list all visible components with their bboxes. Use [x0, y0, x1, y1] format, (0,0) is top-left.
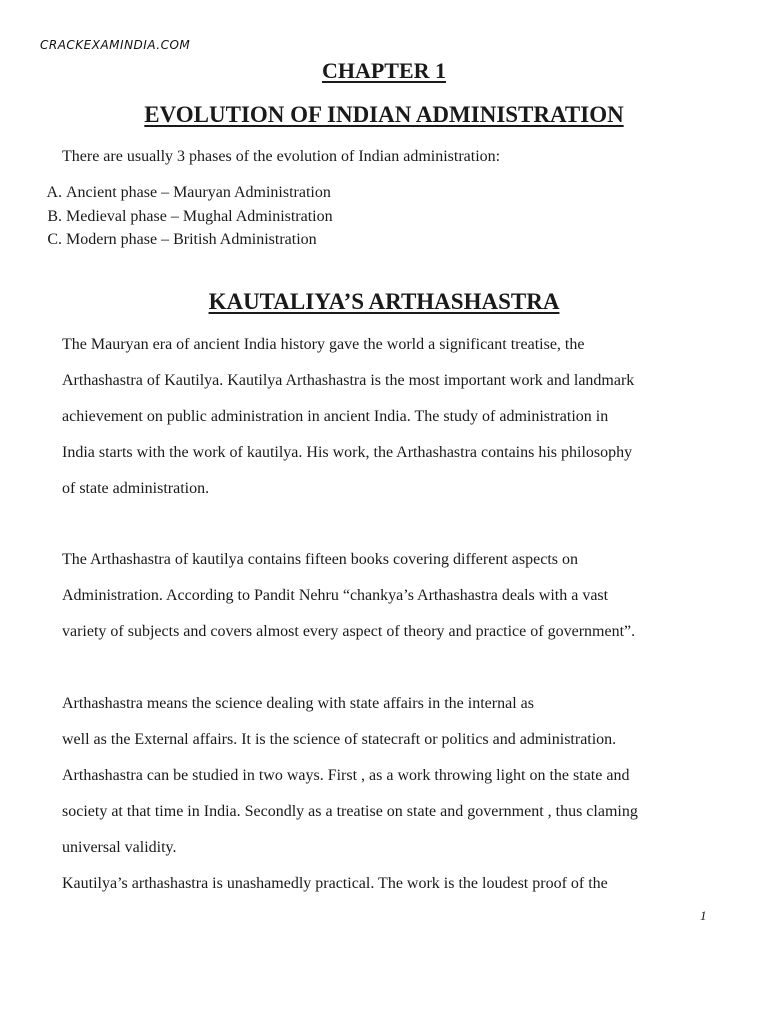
- intro-text: There are usually 3 phases of the evolution of Indian administration:: [62, 148, 501, 165]
- paragraph-line: India starts with the work of kautilya. His work, the Arthashastra contains his philosophy: [62, 444, 633, 461]
- list-marker: C.: [47, 231, 62, 248]
- paragraph: [62, 542, 722, 650]
- list-item-text: Modern phase – British Administration: [66, 231, 317, 248]
- site-watermark: CRACKEXAMINDIA.COM: [40, 38, 191, 52]
- paragraph-line: Arthashastra means the science dealing with state affairs in the internal as: [62, 695, 534, 712]
- paragraph-line: Arthashastra of Kautilya. Kautilya Arthashastra is the most important work and landmark: [62, 372, 635, 389]
- list-item-text: Ancient phase – Mauryan Administration: [66, 184, 331, 201]
- paragraph-line: Kautilya’s arthashastra is unashamedly practical. The work is the loudest proof of the: [62, 875, 608, 892]
- list-item: [14, 183, 333, 207]
- list-item-text: Medieval phase – Mughal Administration: [66, 207, 333, 225]
- list-marker: B.: [47, 207, 62, 225]
- page-number: 1: [700, 908, 707, 923]
- paragraph-line: achievement on public administration in ancient India. The study of administration in: [62, 408, 609, 425]
- paragraph: [62, 686, 722, 902]
- paragraph-line: well as the External affairs. It is the science of statecraft or politics and administration.: [62, 731, 617, 748]
- list-marker: A.: [46, 184, 62, 201]
- section-heading: KAUTALIYA’S ARTHASHASTRA: [208, 289, 560, 314]
- paragraph-line: The Mauryan era of ancient India history gave the world a significant treatise, the: [62, 336, 585, 353]
- list-item: [14, 230, 333, 254]
- paragraph-line: Arthashastra can be studied in two ways. First , as a work throwing light on the state and: [62, 767, 630, 784]
- paragraph-line: The Arthashastra of kautilya contains fifteen books covering different aspects on: [62, 551, 578, 568]
- chapter-title: EVOLUTION OF INDIAN ADMINISTRATION: [144, 102, 624, 127]
- paragraph: [62, 327, 722, 507]
- list-item: [14, 207, 333, 231]
- paragraph-line: universal validity.: [62, 839, 177, 856]
- chapter-heading: CHAPTER 1: [321, 58, 447, 83]
- paragraph-line: variety of subjects and covers almost every aspect of theory and practice of government”.: [62, 623, 636, 640]
- paragraph-line: Administration. According to Pandit Nehru “chankya’s Arthashastra deals with a vast: [62, 587, 609, 604]
- phase-list: [14, 183, 333, 254]
- paragraph-line: of state administration.: [62, 480, 210, 497]
- paragraph-line: society at that time in India. Secondly as a treatise on state and government , thus claming: [62, 803, 638, 820]
